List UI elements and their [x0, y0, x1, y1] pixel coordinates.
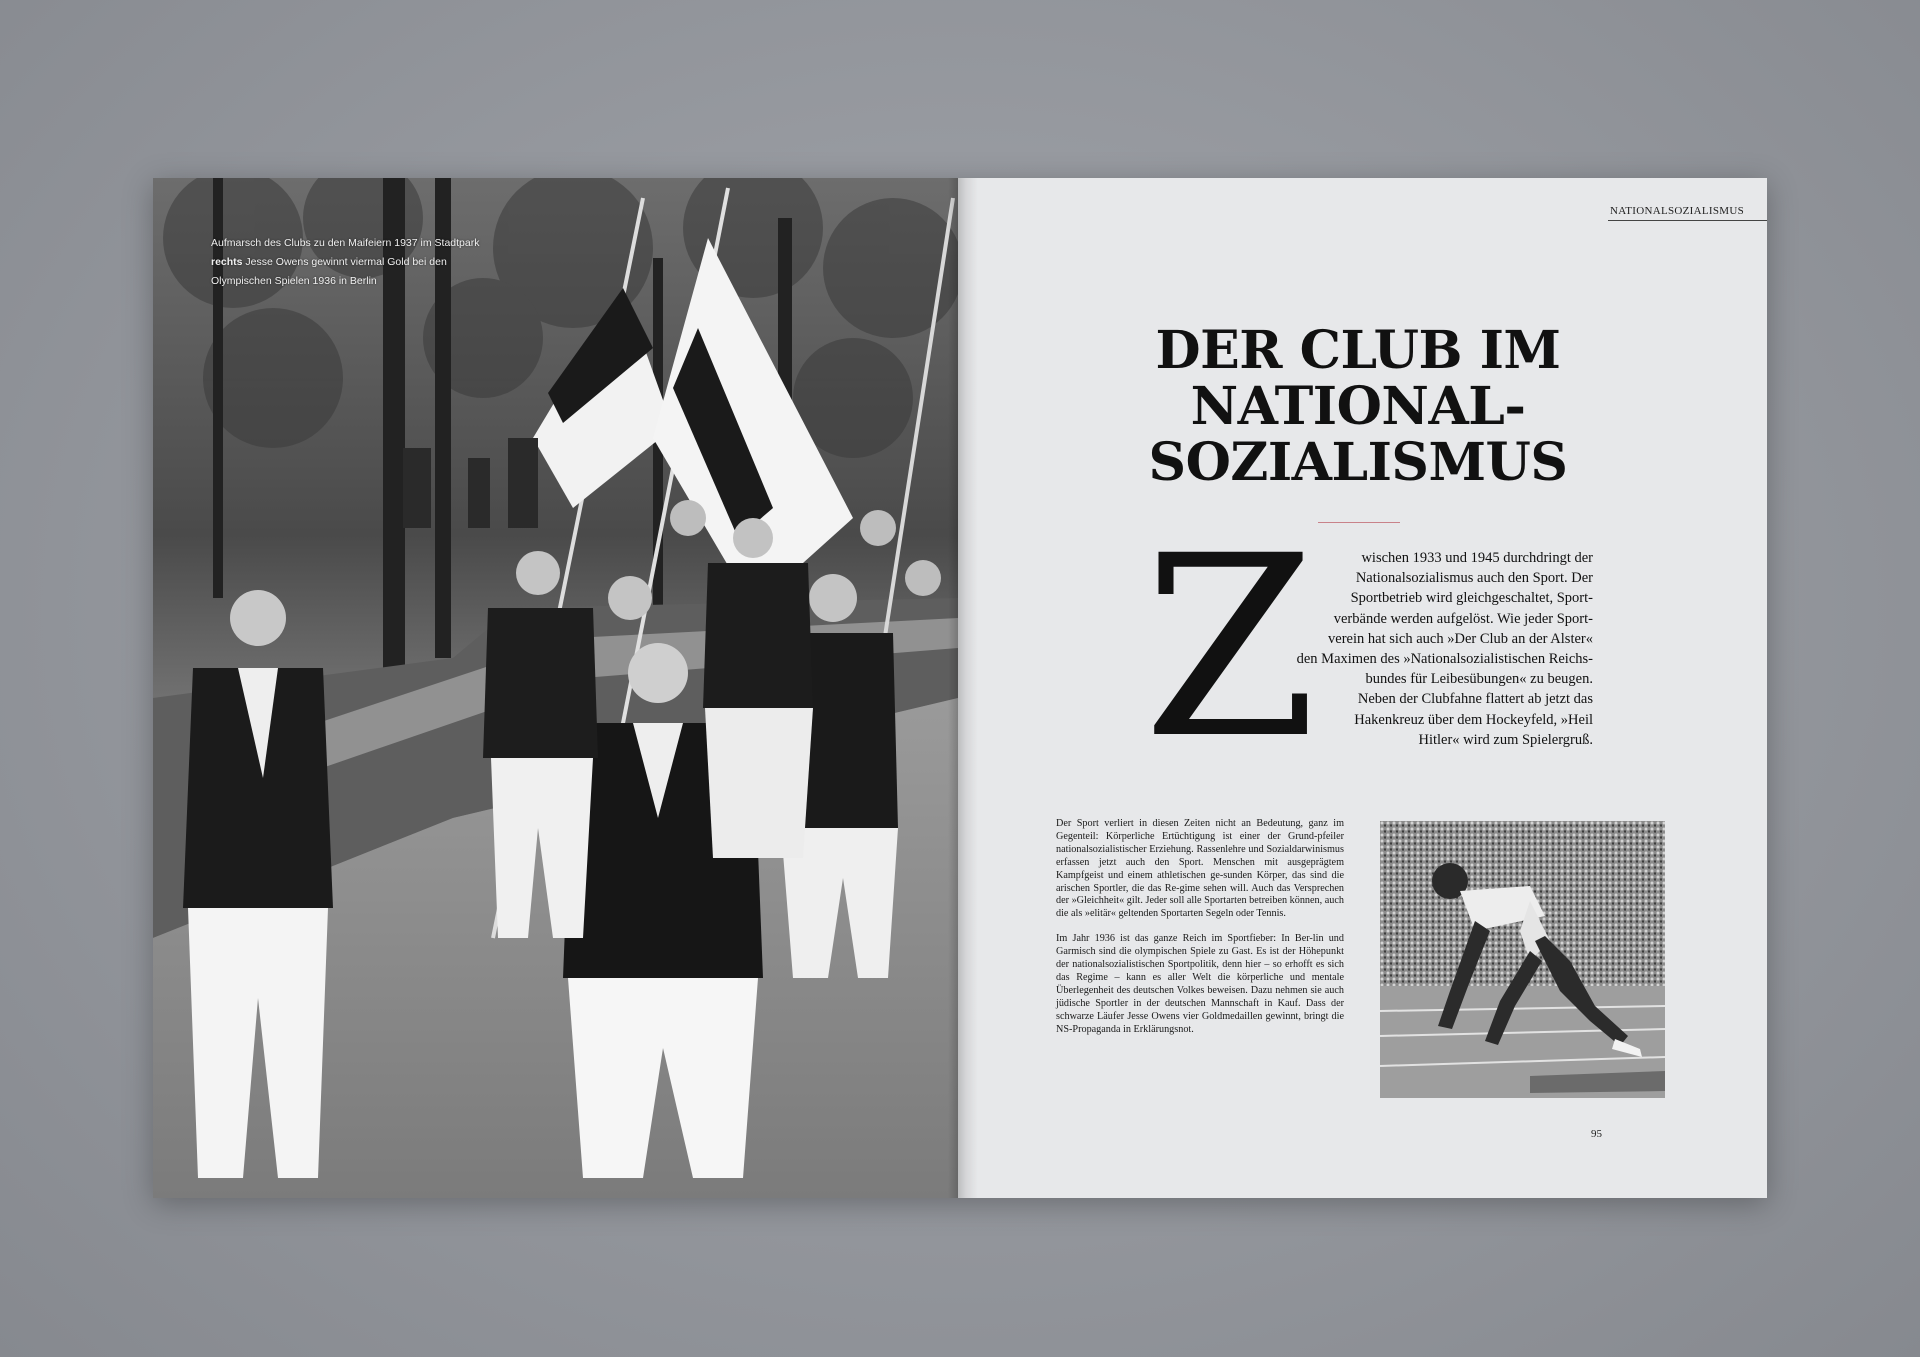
- caption-line-1: Aufmarsch des Clubs zu den Maifeiern 1937 im Stadtpark: [211, 237, 480, 249]
- section-rule: [1608, 220, 1767, 221]
- caption-bold-word: rechts: [211, 256, 243, 268]
- lead-line: Sportbetrieb wird gleichgeschaltet, Sport-: [1350, 590, 1593, 607]
- section-label: NATIONALSOZIALISMUS: [1610, 205, 1745, 217]
- caption-line-2: [211, 253, 511, 272]
- lead-line: verein hat sich auch »Der Club an der Alster«: [1328, 630, 1593, 647]
- lead-line: bundes für Leibesübungen« zu beugen.: [1365, 671, 1593, 688]
- lead-line: wischen 1933 und 1945 durchdringt der: [1361, 550, 1593, 566]
- sprinter-photo: [1380, 821, 1665, 1098]
- body-paragraph-1: Der Sport verliert in diesen Zeiten nicht an Bedeutung, ganz im Gegenteil: Körperliche Ertüchtigung ist einer der Grund-pfeiler nationalsozialistischer Erziehung. Rassenlehre und Sozialdarwinismus erfassen jetzt auch den Sport. Menschen mit ausgeprägtem Kampfgeist und einem athletischen ge-sunden Körper, das sind die arischen Sportler, die das Re-gime sehen will. Auch das Versprechen der »Gleichheit« gilt. Jeder soll alle Sportarten betreiben können, auch die als »elitär« geltenden Sportarten Segeln oder Tennis.: [1056, 818, 1344, 920]
- lead-paragraph: [1268, 548, 1593, 750]
- headline-line-2: NATIONAL-: [1190, 376, 1526, 437]
- lead-line: Nationalsozialismus auch den Sport. Der: [1355, 570, 1593, 587]
- headline-line-1: DER CLUB IM: [1155, 320, 1561, 381]
- body-text-column: [1056, 818, 1344, 1049]
- magazine-spread: [153, 178, 1767, 1198]
- page-number: 95: [1591, 1128, 1602, 1140]
- lead-line: Hakenkreuz über dem Hockeyfeld, »Heil: [1354, 711, 1593, 728]
- body-paragraph-2: Im Jahr 1936 ist das ganze Reich im Sportfieber: In Ber-lin und Garmisch sind die olympischen Spiele zu Gast. Es ist der Höhepunkt der nationalsozialistischen Sportpolitik, denn hier – so erhofft es sich das Regime – kann es aller Welt die körperliche und mentale Überlegenheit des deutschen Volkes beweisen. Dazu nehmen sie auch jüdische Sportler in der deutschen Mannschaft in Kauf. Dass der schwarze Läufer Jesse Owens vier Goldmedaillen gewinnt, bringt die NS-Propaganda in Erklärungsnot.: [1056, 933, 1344, 1035]
- photo-caption: [211, 234, 511, 291]
- caption-line-3: Olympischen Spielen 1936 in Berlin: [211, 275, 377, 287]
- right-page: [958, 178, 1767, 1198]
- drop-cap: Z: [1143, 502, 1317, 793]
- parade-photo: [153, 178, 958, 1198]
- caption-line-2-text: Jesse Owens gewinnt viermal Gold bei den: [242, 256, 447, 268]
- lead-line: Hitler« wird zum Spielergruß.: [1418, 731, 1593, 748]
- lead-line: verbände werden aufgelöst. Wie jeder Sport-: [1333, 610, 1593, 627]
- lead-line: Neben der Clubfahne flattert ab jetzt das: [1357, 691, 1593, 708]
- headline-divider: [1318, 522, 1400, 523]
- headline-line-3: SOZIALISMUS: [1148, 432, 1568, 493]
- headline: [1118, 320, 1598, 493]
- left-page: [153, 178, 958, 1198]
- lead-line: den Maximen des »Nationalsozialistischen Reichs-: [1296, 651, 1593, 668]
